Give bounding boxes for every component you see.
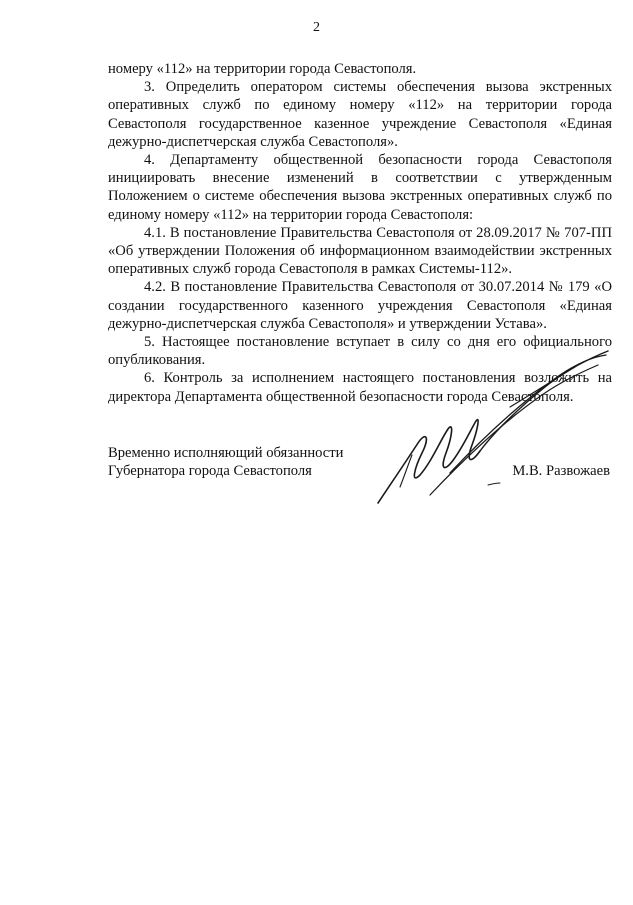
signatory-title-line-1: Временно исполняющий обязанности [108,445,344,461]
page-number: 2 [313,20,320,35]
paragraph-item-4-1: 4.1. В постановление Правительства Севастополя от 28.09.2017 № 707-ПП «Об утверждении Положения об информационном взаимодействии экстренных оперативных служб города Севастополя в рамках Системы-112». [108,224,612,278]
signatory-name: М.В. Развожаев [512,463,610,480]
paragraph-item-4-2: 4.2. В постановление Правительства Севастополя от 30.07.2014 № 179 «О создании государственного казенного учреждения Севастополя «Единая дежурно-диспетчерская служба Севастополя» и утверждении Устава». [108,279,612,332]
paragraph-item-4: 4. Департаменту общественной безопасности города Севастополя инициировать внесение изменений в соответствии с утвержденным Положением о системе обеспечения вызова экстренных оперативных служб по единому номеру «112» на территории города Севастополя: [108,152,612,223]
signatory-title-line-2: Губернатора города Севастополя [108,463,312,480]
paragraph-continuation: номеру «112» на территории города Севастополя. [108,61,417,77]
paragraph-item-3: 3. Определить оператором системы обеспечения вызова экстренных оперативных служб по единому номеру «112» на территории города Севастополя государственное казенное учреждение Севастополя «Единая дежурно-диспетчерская служба Севастополя». [108,79,612,150]
handwritten-signature-icon [360,345,620,515]
paragraph-item-5: 5. Настоящее постановление вступает в силу со дня его официального опубликования. [108,334,612,369]
paragraph-item-6: 6. Контроль за исполнением настоящего постановления возложить на директора Департамента общественной безопасности города Севастополя. [108,370,612,405]
